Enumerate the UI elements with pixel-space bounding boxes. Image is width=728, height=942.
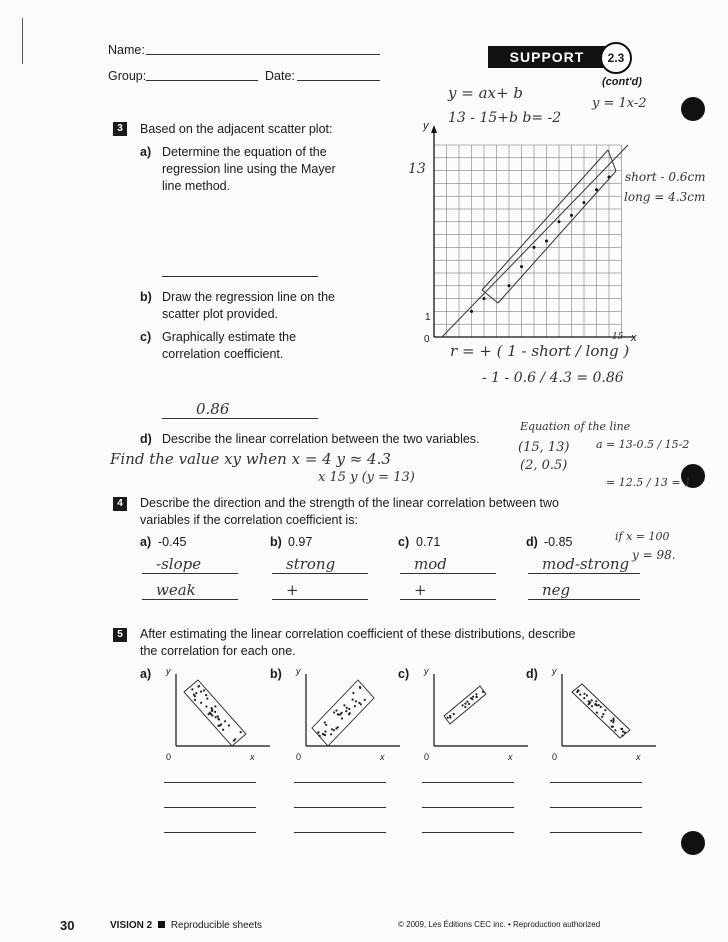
q4-option-3-answer-line-0[interactable]: [528, 573, 640, 574]
q5-chart-3-answer-line-2[interactable]: [550, 832, 642, 833]
q5-chart-2-label: c): [398, 667, 410, 681]
q5-chart-3-y-label: y: [552, 666, 557, 676]
q4-option-3-value: -0.85: [544, 535, 573, 549]
q3a-answer-line[interactable]: [162, 276, 318, 277]
q3a-text: Determine the equation of the regression line using the Mayer line method.: [162, 145, 336, 193]
hand-r1: r = + ( 1 - short / long ): [450, 342, 630, 360]
hand-x15: 15: [612, 332, 624, 342]
q5-chart-3-answer-line-0[interactable]: [550, 782, 642, 783]
q5-chart-0-label: a): [140, 667, 152, 681]
name-field[interactable]: [146, 54, 380, 55]
hand-find2: x 15 y (y = 13): [318, 470, 415, 485]
binder-hole-bottom: [681, 831, 705, 855]
footer-copyright: © 2009, Les Éditions CEC inc. • Reproduction authorized: [398, 920, 601, 929]
q5-chart-0-answer-line-2[interactable]: [164, 832, 256, 833]
q5-chart-0-origin: 0: [166, 752, 172, 762]
q5-chart-1-x-label: x: [380, 752, 385, 762]
q5-chart-1-y-label: y: [296, 666, 301, 676]
group-label: Group:: [108, 69, 147, 83]
q5-chart-0-answer-line-0[interactable]: [164, 782, 256, 783]
q5-chart-3-answer-line-1[interactable]: [550, 807, 642, 808]
plot-origin-label: 0: [424, 334, 430, 345]
hand-short: short - 0.6cm: [625, 170, 706, 184]
ellipse-upper: [482, 150, 608, 290]
hand-eq-3: y = 1x-2: [592, 96, 647, 111]
q4-option-2-hand-0: mod: [414, 555, 447, 573]
hand-r2: - 1 - 0.6 / 4.3 = 0.86: [482, 370, 624, 386]
q5-chart-2: [430, 670, 530, 750]
q4-option-0-hand-0: -slope: [156, 555, 202, 573]
footer-subtitle: Reproducible sheets: [170, 920, 262, 931]
q4-option-3-hand-1: neg: [542, 581, 571, 599]
hand-find: Find the value xy when x = 4 y ≈ 4.3: [110, 450, 391, 468]
q5-chart-3: [558, 670, 658, 750]
name-label: Name:: [108, 43, 145, 57]
hand-if-x: if x = 100: [615, 530, 670, 543]
support-banner: [488, 46, 606, 68]
support-number: 2.3: [607, 51, 625, 65]
q4-option-1-value: 0.97: [288, 535, 313, 549]
cont-label: (cont'd): [602, 76, 642, 88]
q4-option-2-answer-line-1[interactable]: [400, 599, 496, 600]
q4-option-0-answer-line-0[interactable]: [142, 573, 238, 574]
ellipse-lower: [498, 171, 616, 303]
q3-prompt: Based on the adjacent scatter plot:: [140, 122, 333, 136]
q4-option-2-label: c): [398, 535, 410, 549]
hand-eq-p2: (2, 0.5): [520, 458, 568, 473]
date-label: Date:: [265, 69, 295, 83]
q5-chart-0: [172, 670, 272, 750]
q5-chart-3-x-label: x: [636, 752, 641, 762]
q4-option-1-hand-0: strong: [286, 555, 336, 573]
q5-chart-1-answer-line-2[interactable]: [294, 832, 386, 833]
q4-option-2-value: 0.71: [416, 535, 441, 549]
q5-chart-1-answer-line-1[interactable]: [294, 807, 386, 808]
q4-option-1-label: b): [270, 535, 282, 549]
q5-chart-1-origin: 0: [296, 752, 302, 762]
hand-13: 13: [408, 161, 426, 177]
q3c-answer-line[interactable]: [162, 418, 318, 419]
q4-option-3-hand-0: mod-strong: [542, 555, 630, 573]
footer-page-number: 30: [60, 918, 75, 933]
q4-option-2-answer-line-0[interactable]: [400, 573, 496, 574]
q4-option-0-hand-1: weak: [156, 581, 196, 599]
q5-chart-2-origin: 0: [424, 752, 430, 762]
group-field[interactable]: [146, 80, 258, 81]
q3a-label: a): [140, 145, 152, 159]
q5-chart-2-y-label: y: [424, 666, 429, 676]
q5-chart-3-label: d): [526, 667, 538, 681]
q4-prompt: Describe the direction and the strength of the linear correlation between two variables if the correlation coefficient is:: [140, 496, 559, 527]
q5-chart-2-x-label: x: [508, 752, 513, 762]
margin-mark: [22, 18, 23, 64]
q4-option-2-hand-1: +: [414, 581, 427, 599]
q4-option-1-answer-line-0[interactable]: [272, 573, 368, 574]
support-label: SUPPORT: [509, 49, 585, 65]
q5-chart-0-y-label: y: [166, 666, 171, 676]
q3c-answer: 0.86: [196, 400, 230, 418]
regression-scatter-plot: [410, 115, 640, 355]
q4-option-0-value: -0.45: [158, 535, 187, 549]
hand-eq-title: Equation of the line: [520, 420, 631, 433]
q5-number: 5: [113, 628, 127, 642]
footer-title: [110, 920, 262, 931]
q4-option-0-label: a): [140, 535, 152, 549]
q5-chart-0-x-label: x: [250, 752, 255, 762]
plot-grid: [434, 145, 622, 337]
q4-option-1-hand-1: +: [286, 581, 299, 599]
q5-chart-1-label: b): [270, 667, 282, 681]
q5-chart-0-answer-line-1[interactable]: [164, 807, 256, 808]
hand-eq-2: 13 - 15+b b= -2: [448, 110, 562, 126]
q5-chart-2-answer-line-2[interactable]: [422, 832, 514, 833]
q4-option-3-answer-line-1[interactable]: [528, 599, 640, 600]
plot-y-axis-label: y: [423, 120, 429, 132]
support-number-badge: [600, 42, 632, 74]
hand-eq-b: = 12.5 / 13 = 1: [606, 476, 692, 489]
q3-number: 3: [113, 122, 127, 136]
q4-number: 4: [113, 497, 127, 511]
q5-chart-2-answer-line-0[interactable]: [422, 782, 514, 783]
q3b-text: Draw the regression line on the scatter plot provided.: [162, 290, 336, 321]
hand-long: long = 4.3cm: [624, 190, 706, 204]
q5-chart-2-answer-line-1[interactable]: [422, 807, 514, 808]
plot-x-axis-label: x: [631, 332, 637, 344]
q4-option-0-answer-line-1[interactable]: [142, 599, 238, 600]
q3c-label: c): [140, 330, 152, 344]
q3d-text: Describe the linear correlation between the two variables.: [162, 432, 480, 446]
binder-hole-top: [681, 97, 705, 121]
footer-title-text: VISION 2: [110, 920, 153, 931]
hand-y98: y = 98.: [632, 548, 676, 562]
q4-option-1-answer-line-1[interactable]: [272, 599, 368, 600]
hand-eq-p1: (15, 13): [518, 440, 570, 455]
plot-y-tick-label: 1: [425, 312, 431, 323]
q3b-label: b): [140, 290, 152, 304]
q3d-label: d): [140, 432, 152, 446]
hand-eq-a: a = 13-0.5 / 15-2: [596, 438, 690, 451]
q5-chart-1-answer-line-0[interactable]: [294, 782, 386, 783]
hand-eq-1: y = ax+ b: [448, 84, 523, 102]
q5-prompt: After estimating the linear correlation coefficient of these distributions, describe the correlation for each one.: [140, 627, 576, 658]
date-field[interactable]: [297, 80, 380, 81]
q4-option-3-label: d): [526, 535, 538, 549]
q5-chart-1: [302, 670, 402, 750]
q3c-text: Graphically estimate the correlation coefficient.: [162, 330, 297, 361]
regression-line: [442, 145, 628, 337]
q5-chart-3-origin: 0: [552, 752, 558, 762]
